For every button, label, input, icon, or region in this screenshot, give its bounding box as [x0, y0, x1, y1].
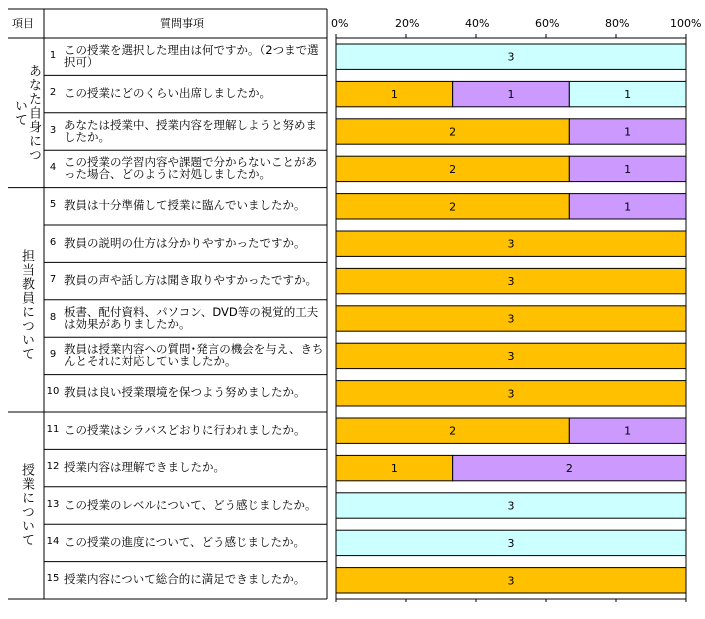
- question-text: 教員の声や話し方は聞き取りやすかったですか。: [64, 273, 317, 288]
- data-label: 1: [624, 162, 632, 176]
- question-text: あなたは授業中、授業内容を理解しようと努めましたか。: [64, 117, 317, 144]
- data-label: 3: [507, 536, 515, 550]
- data-label: 2: [449, 200, 457, 214]
- x-tick-label: 100%: [670, 17, 702, 30]
- header-item: 項目: [12, 17, 34, 30]
- data-label: 1: [507, 88, 515, 102]
- data-label: 1: [624, 200, 632, 214]
- data-label: 1: [624, 424, 632, 438]
- question-number: 13: [46, 498, 60, 510]
- x-tick-label: 40%: [465, 17, 490, 30]
- data-label: 3: [507, 312, 515, 326]
- data-label: 3: [507, 275, 515, 289]
- question-number: 8: [49, 311, 57, 323]
- data-label: 1: [624, 88, 632, 102]
- data-label: 2: [449, 162, 457, 176]
- data-label: 3: [507, 574, 515, 588]
- question-number: 7: [49, 274, 57, 286]
- question-number: 4: [49, 161, 57, 173]
- question-text: 板書、配付資料、パソコン、DVD等の視覚的工夫は効果がありましたか。: [64, 304, 319, 331]
- data-label: 1: [624, 125, 632, 139]
- question-text: この授業のレベルについて、どう感じましたか。: [64, 497, 317, 512]
- question-text: 教員は十分準備して授業に臨んでいましたか。: [64, 198, 306, 213]
- x-tick-label: 0%: [331, 17, 349, 30]
- category-about-class: 授業について: [19, 463, 34, 547]
- data-label: 3: [507, 237, 515, 251]
- question-text: 教員は授業内容への質問･発言の機会を与え、きちんとそれに対応していましたか。: [64, 341, 324, 369]
- x-tick-label: 80%: [605, 17, 630, 30]
- question-text: 教員は良い授業環境を保つよう努めましたか。: [64, 385, 306, 400]
- question-text: この授業を選択した理由は何ですか。（2つまで選択可）: [64, 42, 319, 70]
- question-text: この授業はシラバスどおりに行われましたか。: [64, 422, 306, 437]
- question-number: 9: [49, 348, 57, 360]
- data-label: 1: [390, 88, 398, 102]
- question-text: 授業内容は理解できましたか。: [64, 460, 225, 475]
- question-number: 2: [49, 87, 57, 99]
- question-number: 15: [46, 573, 60, 585]
- data-label: 2: [565, 462, 573, 476]
- header-question: 質問事項: [160, 17, 204, 30]
- x-tick-label: 20%: [395, 17, 420, 30]
- question-text: この授業にどのくらい出席しましたか。: [64, 86, 271, 101]
- data-label: 3: [507, 50, 515, 64]
- question-text: 教員の説明の仕方は分かりやすかったですか。: [64, 235, 306, 250]
- question-number: 14: [46, 535, 60, 547]
- data-label: 2: [449, 125, 457, 139]
- question-text: 授業内容について総合的に満足できましたか。: [64, 572, 306, 587]
- question-text: この授業の学習内容や課題で分からないことがあった場合、どのように対処しましたか。: [64, 154, 317, 182]
- question-number: 10: [46, 386, 60, 398]
- question-number: 3: [49, 124, 57, 136]
- data-label: 3: [507, 499, 515, 513]
- category-about-you: あなた自身について: [12, 64, 41, 162]
- question-text: この授業の進度について、どう感じましたか。: [64, 534, 306, 549]
- question-number: 12: [46, 461, 60, 473]
- x-tick-label: 60%: [535, 17, 560, 30]
- category-about-teacher: 担当教員について: [19, 249, 34, 361]
- data-label: 3: [507, 387, 515, 401]
- data-label: 3: [507, 349, 515, 363]
- question-number: 1: [49, 49, 57, 61]
- question-number: 6: [49, 236, 57, 248]
- question-number: 5: [49, 199, 57, 211]
- data-label: 2: [449, 424, 457, 438]
- data-label: 1: [390, 462, 398, 476]
- question-number: 11: [46, 423, 60, 435]
